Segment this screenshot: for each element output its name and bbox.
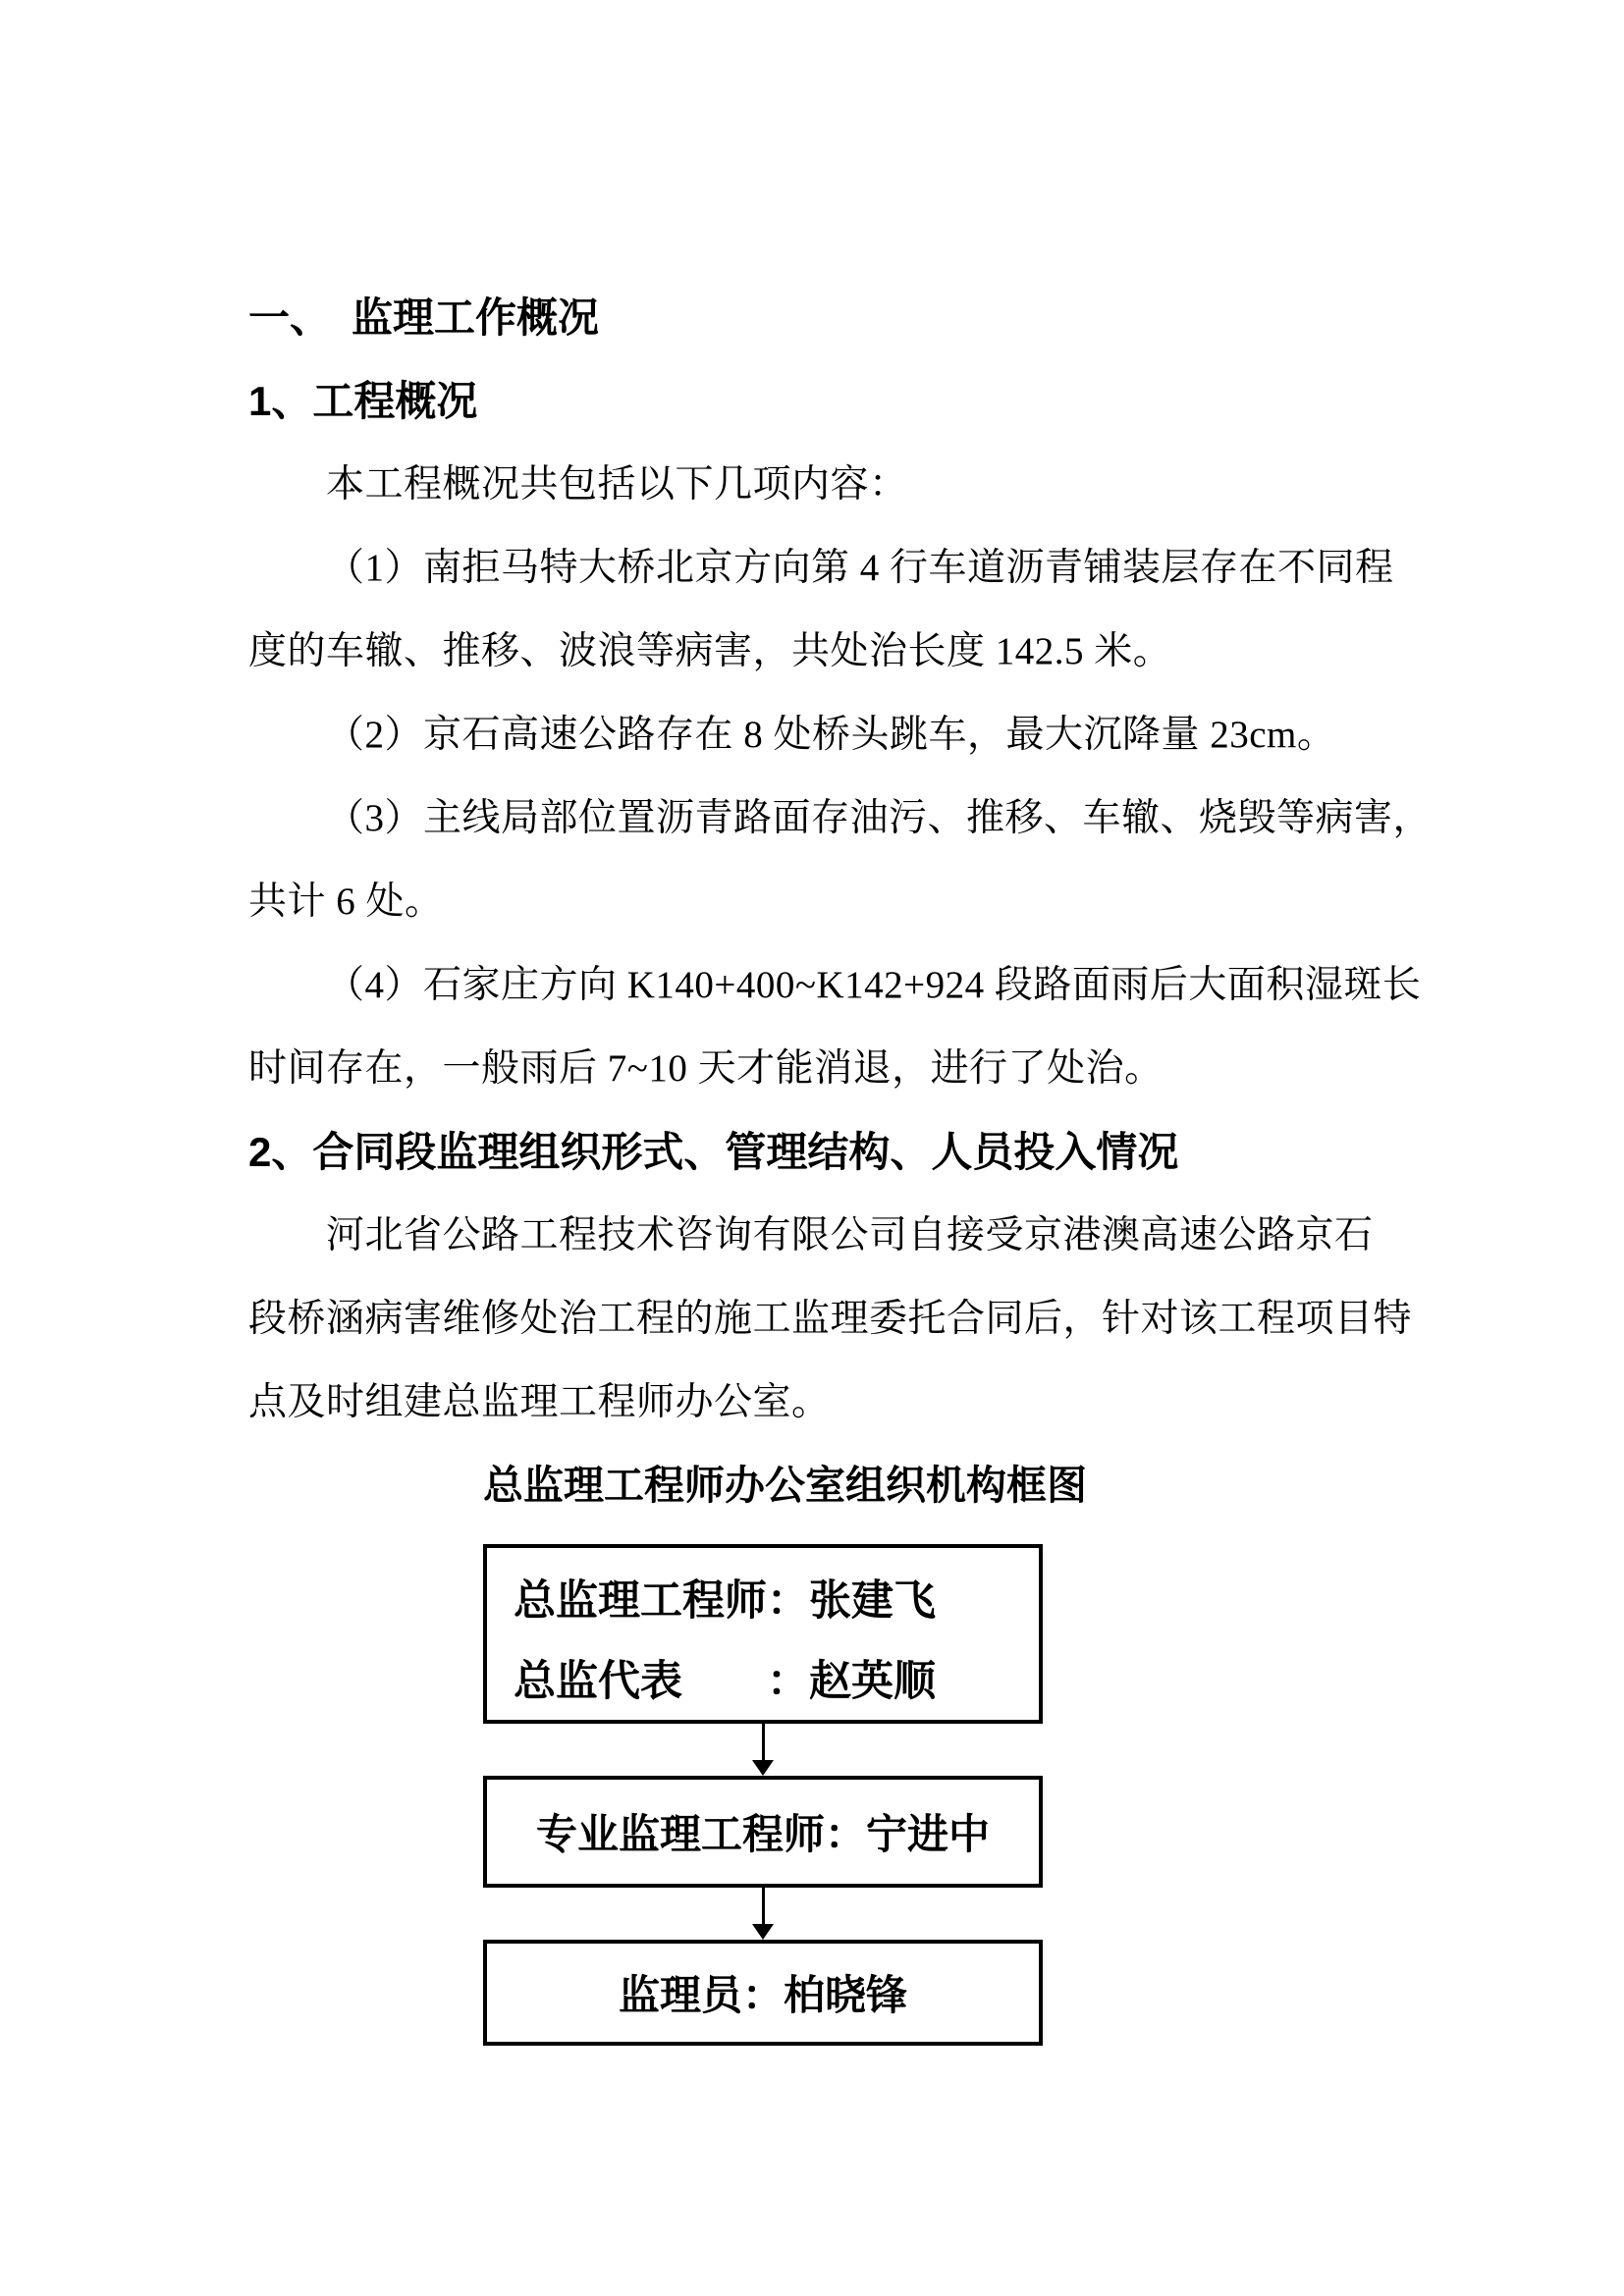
arrow-down-icon: [483, 1724, 1043, 1776]
supervisor-line: 监理员：柏晓锋: [618, 1972, 907, 2018]
item4-line1: （4）石家庄方向 K140+400~K142+924 段路面雨后大面积湿斑长: [326, 964, 1422, 1006]
item1-line2: 度的车辙、推移、波浪等病害，共处治长度 142.5 米。: [248, 630, 1172, 672]
arrow-down-icon: [483, 1888, 1043, 1940]
chief-engineer-line: 总监理工程师：张建飞: [514, 1577, 936, 1625]
item3-line1: （3）主线局部位置沥青路面存油污、推移、车辙、烧毁等病害，: [326, 797, 1433, 839]
heading-supervision-overview: 一、 监理工作概况: [248, 294, 600, 341]
heading-contract-organization: 2、合同段监理组织形式、管理结构、人员投入情况: [248, 1129, 1179, 1175]
company-paragraph-line1: 河北省公路工程技术咨询有限公司自接受京港澳高速公路京石: [326, 1214, 1374, 1256]
chief-representative-line: 总监代表 ：赵英顺: [514, 1658, 936, 1705]
item1-line1: （1）南拒马特大桥北京方向第 4 行车道沥青铺装层存在不同程: [326, 547, 1394, 589]
company-paragraph-line2: 段桥涵病害维修处治工程的施工监理委托合同后，针对该工程项目特: [248, 1298, 1413, 1340]
professional-engineer-line: 专业监理工程师：宁进中: [535, 1811, 990, 1857]
arrow-shaft: [762, 1724, 765, 1761]
org-chart-title: 总监理工程师办公室组织机构框图: [483, 1463, 1087, 1508]
org-box-chief-engineer: [483, 1544, 1043, 1724]
org-box-supervisor: [483, 1940, 1043, 2046]
arrow-head: [752, 1760, 774, 1776]
paragraph-intro-line: 本工程概况共包括以下几项内容：: [326, 463, 908, 506]
arrow-head: [752, 1924, 774, 1940]
heading-project-overview: 1、工程概况: [248, 378, 478, 424]
item2-line1: （2）京石高速公路存在 8 处桥头跳车，最大沉降量 23cm。: [326, 714, 1336, 756]
org-box-professional-engineer: [483, 1776, 1043, 1888]
company-paragraph-line3: 点及时组建总监理工程师办公室。: [248, 1381, 831, 1423]
arrow-shaft: [762, 1888, 765, 1925]
org-chart: [483, 1444, 1087, 2046]
item3-line2: 共计 6 处。: [248, 881, 444, 923]
item4-line2: 时间存在，一般雨后 7~10 天才能消退，进行了处治。: [248, 1047, 1164, 1090]
